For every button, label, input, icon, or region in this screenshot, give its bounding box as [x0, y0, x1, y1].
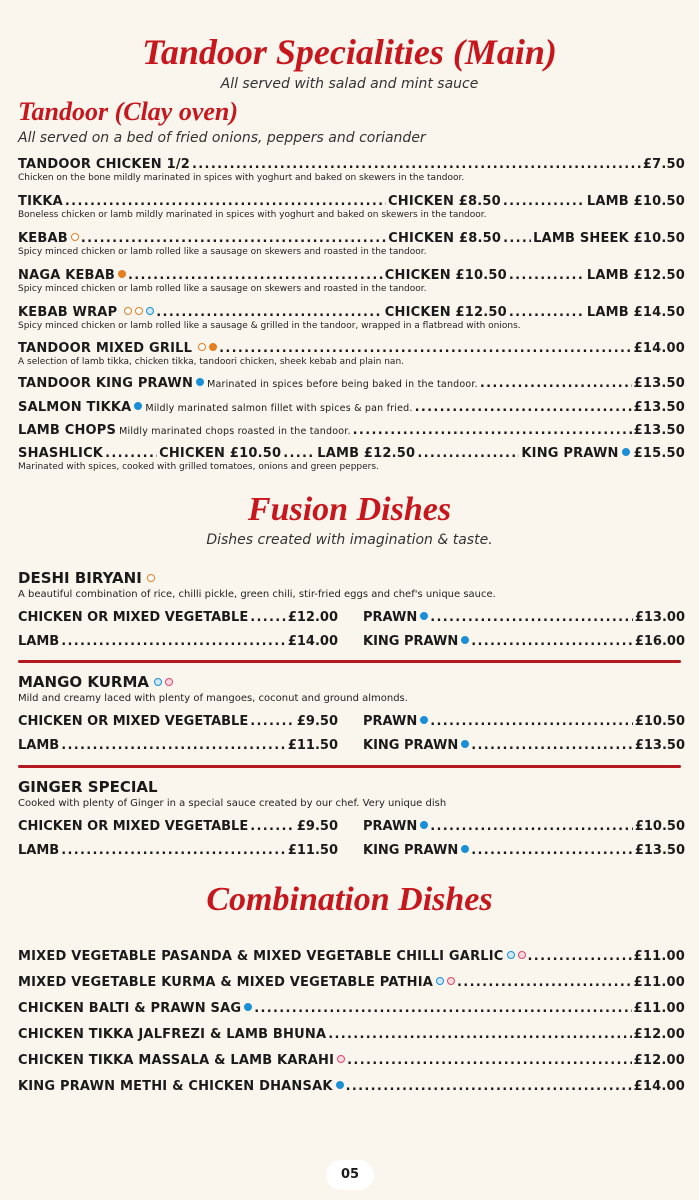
dot-leader	[105, 446, 157, 461]
item-price: £15.50	[633, 446, 685, 461]
dot-leader	[250, 610, 286, 625]
dot-leader	[347, 1053, 631, 1068]
fish-icon	[146, 307, 154, 315]
dot-leader	[417, 446, 519, 461]
item-name: TANDOOR MIXED GRILL	[18, 341, 193, 356]
menu-item-row	[18, 305, 685, 320]
section-divider	[18, 765, 681, 768]
section-divider	[18, 660, 681, 663]
item-name: NAGA KEBAB	[18, 268, 116, 283]
menu-item-row	[18, 400, 685, 415]
fish-icon	[420, 821, 428, 829]
item-description: Marinated in spices before being baked in the tandoor.	[207, 379, 478, 390]
dot-leader	[128, 268, 383, 283]
option-row: KING PRAWN . . . £13.50	[363, 738, 685, 753]
item-option-price: LAMB £12.50	[586, 268, 685, 283]
item-price: £13.50	[633, 400, 685, 415]
menu-item-row	[18, 446, 685, 461]
nut-icon	[436, 977, 444, 985]
item-option-price: LAMB £14.50	[586, 305, 685, 320]
menu-item-row: KING PRAWN METHI & CHICKEN DHANSAK . . . £14.00	[18, 1079, 685, 1094]
item-option-price: CHICKEN £8.50	[388, 231, 502, 246]
dot-leader	[471, 843, 633, 858]
chilli-icon	[118, 270, 126, 278]
dot-leader	[250, 819, 295, 834]
item-option-price: CHICKEN £10.50	[159, 446, 282, 461]
fish-icon	[196, 378, 204, 386]
nut-icon	[154, 678, 162, 686]
dot-leader	[509, 305, 585, 320]
menu-item-row: CHICKEN BALTI & PRAWN SAG . . . £11.00	[18, 1001, 685, 1016]
item-option-price: CHICKEN £12.50	[384, 305, 507, 320]
dot-leader	[457, 975, 632, 990]
item-description: Mildly marinated chops roasted in the tandoor.	[119, 426, 351, 437]
dot-leader	[254, 1001, 631, 1016]
mild-icon	[198, 343, 206, 351]
item-description: Boneless chicken or lamb mildly marinated in spices with yoghurt and baked on skewers in the tandoor.	[18, 210, 487, 220]
dot-leader	[509, 268, 585, 283]
item-name: TIKKA	[18, 194, 63, 209]
item-description: Chicken on the bone mildly marinated in spices with yoghurt and baked on skewers in the tandoor.	[18, 173, 465, 183]
fish-icon	[420, 716, 428, 724]
dot-leader	[430, 714, 633, 729]
mild-icon	[71, 233, 79, 241]
nut-icon	[507, 951, 515, 959]
menu-item-row	[18, 423, 685, 438]
item-option-price: CHICKEN £10.50	[384, 268, 507, 283]
option-row: KING PRAWN . . . £16.00	[363, 634, 685, 649]
fish-icon	[461, 845, 469, 853]
page-number: 05	[326, 1160, 374, 1190]
menu-item-row	[18, 157, 685, 172]
item-name: SALMON TIKKA	[18, 400, 132, 415]
menu-item-row	[18, 231, 685, 246]
fish-icon	[622, 448, 630, 456]
option-row: LAMB . . . £11.50	[18, 843, 338, 858]
option-row: CHICKEN OR MIXED VEGETABLE . . . £9.50	[18, 819, 338, 834]
dot-leader	[528, 949, 632, 964]
fish-icon	[134, 402, 142, 410]
item-description: Marinated with spices, cooked with grilled tomatoes, onions and green peppers.	[18, 462, 379, 472]
item-description: A selection of lamb tikka, chicken tikka, tandoori chicken, sheek kebab and plain nan.	[18, 357, 405, 367]
fish-icon	[244, 1003, 252, 1011]
dish-title: DESHI BIRYANI	[18, 569, 155, 587]
menu-item-row	[18, 341, 685, 356]
item-name: LAMB CHOPS	[18, 423, 117, 438]
fish-icon	[461, 636, 469, 644]
mild-icon	[165, 678, 173, 686]
option-row: KING PRAWN . . . £13.50	[363, 843, 685, 858]
clay-oven-subtitle: All served on a bed of fried onions, peppers and coriander	[18, 130, 426, 146]
item-option-price: LAMB SHEEK £10.50	[533, 231, 685, 246]
dot-leader	[353, 423, 632, 438]
option-row: LAMB . . . £14.00	[18, 634, 338, 649]
fish-icon	[336, 1081, 344, 1089]
option-row: PRAWN . . . £10.50	[363, 714, 685, 729]
mild-icon	[518, 951, 526, 959]
combination-dishes-title: Combination Dishes	[206, 881, 493, 918]
dot-leader	[503, 231, 531, 246]
dot-leader	[61, 843, 286, 858]
chilli-icon	[209, 343, 217, 351]
tandoor-specialities-title: Tandoor Specialities (Main)	[142, 32, 557, 72]
dot-leader	[81, 231, 386, 246]
dot-leader	[192, 157, 641, 172]
mild-icon	[124, 307, 132, 315]
tandoor-specialities-subtitle: All served with salad and mint sauce	[220, 76, 479, 92]
clay-oven-title: Tandoor (Clay oven)	[18, 97, 239, 126]
dot-leader	[250, 714, 295, 729]
dot-leader	[503, 194, 585, 209]
item-name: TANDOOR CHICKEN 1/2	[18, 157, 191, 172]
menu-item-row	[18, 376, 685, 391]
dot-leader	[415, 400, 632, 415]
dot-leader	[156, 305, 382, 320]
item-description: Mildly marinated salmon fillet with spices & pan fried.	[145, 403, 413, 414]
item-price: £13.50	[633, 423, 685, 438]
option-row: PRAWN . . . £13.00	[363, 610, 685, 625]
dot-leader	[346, 1079, 632, 1094]
menu-item-row: MIXED VEGETABLE PASANDA & MIXED VEGETABLE CHILLI GARLIC . . . £11.00	[18, 949, 685, 964]
dot-leader	[328, 1027, 631, 1042]
dot-leader	[471, 738, 633, 753]
dot-leader	[471, 634, 633, 649]
item-option-price: LAMB £10.50	[586, 194, 685, 209]
dish-description: Cooked with plenty of Ginger in a special sauce created by our chef. Very unique dish	[18, 798, 447, 809]
fish-icon	[420, 612, 428, 620]
dish-description: A beautiful combination of rice, chilli pickle, green chili, stir-fried eggs and chef's unique sauce.	[18, 589, 496, 600]
dish-description: Mild and creamy laced with plenty of mangoes, coconut and ground almonds.	[18, 693, 408, 704]
mild-icon	[147, 574, 155, 582]
dot-leader	[430, 819, 633, 834]
menu-item-row	[18, 194, 685, 209]
item-price: £14.00	[633, 341, 685, 356]
fusion-dishes-subtitle: Dishes created with imagination & taste.	[206, 532, 493, 548]
dot-leader	[430, 610, 633, 625]
mild-icon	[337, 1055, 345, 1063]
dot-leader	[61, 738, 286, 753]
mild-icon	[447, 977, 455, 985]
item-option-price: CHICKEN £8.50	[388, 194, 501, 209]
option-row: CHICKEN OR MIXED VEGETABLE . . . £9.50	[18, 714, 338, 729]
chilli-icon	[135, 307, 143, 315]
item-description: Spicy minced chicken or lamb rolled like a sausage on skewers and roasted in the tandoor.	[18, 247, 427, 257]
fusion-dishes-title: Fusion Dishes	[247, 491, 452, 528]
fish-icon	[461, 740, 469, 748]
dot-leader	[219, 341, 632, 356]
menu-item-row: CHICKEN TIKKA MASSALA & LAMB KARAHI . . . £12.00	[18, 1053, 685, 1068]
dot-leader	[61, 634, 286, 649]
menu-item-row: CHICKEN TIKKA JALFREZI & LAMB BHUNA . . . £12.00	[18, 1027, 685, 1042]
dot-leader	[480, 376, 632, 391]
item-name: SHASHLICK	[18, 446, 104, 461]
item-name: TANDOOR KING PRAWN	[18, 376, 194, 391]
menu-item-row	[18, 268, 685, 283]
item-price: £7.50	[642, 157, 685, 172]
dot-leader	[283, 446, 315, 461]
item-option-price: LAMB £12.50	[317, 446, 416, 461]
dish-title: MANGO KURMA	[18, 673, 173, 691]
item-name: KEBAB	[18, 231, 68, 246]
item-description: Spicy minced chicken or lamb rolled like a sausage on skewers and roasted in the tandoor.	[18, 284, 427, 294]
option-row: PRAWN . . . £10.50	[363, 819, 685, 834]
menu-item-row: MIXED VEGETABLE KURMA & MIXED VEGETABLE PATHIA . . . £11.00	[18, 975, 685, 990]
item-name: KEBAB WRAP	[18, 305, 118, 320]
dish-title: GINGER SPECIAL	[18, 778, 158, 796]
item-option-name: KING PRAWN	[521, 446, 619, 461]
dot-leader	[65, 194, 386, 209]
item-price: £13.50	[633, 376, 685, 391]
option-row: LAMB . . . £11.50	[18, 738, 338, 753]
item-description: Spicy minced chicken or lamb rolled like a sausage & grilled in the tandoor, wrapped in a flatbread with onions.	[18, 321, 521, 331]
option-row: CHICKEN OR MIXED VEGETABLE . . . £12.00	[18, 610, 338, 625]
